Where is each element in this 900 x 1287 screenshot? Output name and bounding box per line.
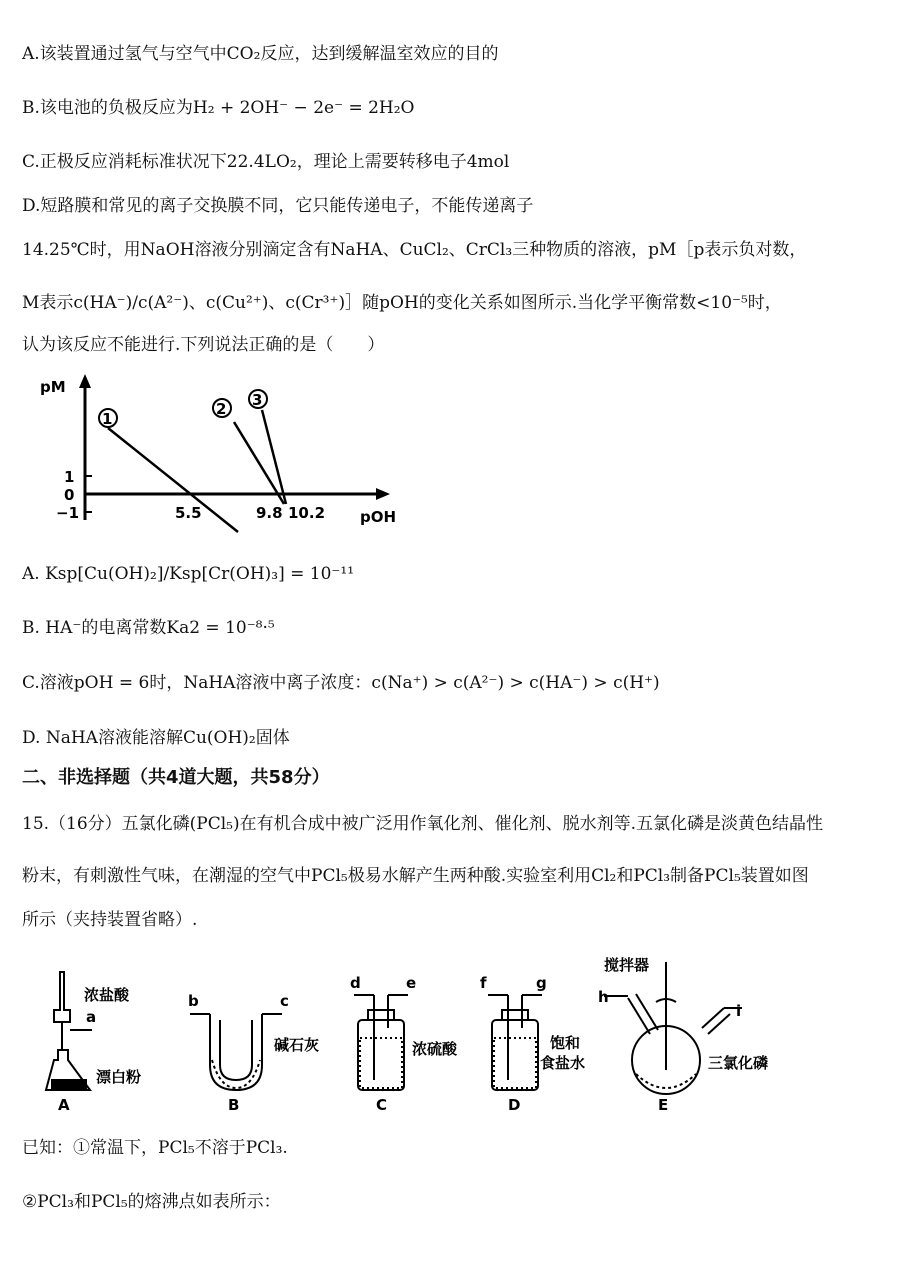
apparatus-d-left-port: f (480, 974, 487, 992)
x-tick-9.8: 9.8 (256, 504, 283, 522)
apparatus-c-right-port: e (406, 974, 417, 992)
q14-option-a: A. Ksp[Cu(OH)₂]/Ksp[Cr(OH)₃] = 10⁻¹¹ (22, 564, 355, 584)
apparatus-e (604, 962, 742, 1094)
apparatus-d (488, 995, 542, 1090)
q15-known-2: ②PCl₃和PCl₅的熔沸点如表所示： (22, 1192, 281, 1212)
svg-text:1: 1 (102, 410, 113, 428)
apparatus-a-label: A (58, 1096, 70, 1114)
y-axis-label: pM (40, 378, 66, 396)
series-line-1 (108, 428, 238, 532)
q13-option-c: C.正极反应消耗标准状况下22.4LO₂，理论上需要转移电子4mol (22, 152, 510, 172)
apparatus-c-content: 浓硫酸 (412, 1040, 458, 1058)
series-label-3 (249, 390, 267, 409)
svg-text:2: 2 (216, 400, 227, 418)
apparatus-e-left-port: h (598, 988, 609, 1006)
apparatus-a-content: 漂白粉 (96, 1068, 142, 1086)
apparatus-e-top-label: 搅拌器 (604, 956, 650, 974)
apparatus-c (354, 995, 408, 1090)
apparatus-diagram (30, 950, 830, 1125)
q14-stem-line-1: 14.25℃时，用NaOH溶液分别滴定含有NaHA、CuCl₂、CrCl₃三种物质的溶液，pM［p表示负对数， (22, 240, 807, 260)
q14-option-d: D. NaHA溶液能溶解Cu(OH)₂固体 (22, 728, 290, 748)
q15-stem-line-1: 15.（16分）五氯化磷(PCl₅)在有机合成中被广泛用作氧化剂、催化剂、脱水剂等.五氯化磷是淡黄色结晶性 (22, 814, 824, 834)
y-tick-minus1: −1 (56, 504, 80, 522)
x-tick-10.2: 10.2 (288, 504, 326, 522)
q15-stem-line-2: 粉末，有刺激性气味，在潮湿的空气中PCl₅极易水解产生两种酸.实验室利用Cl₂和PCl₃制备PCl₅装置如图 (22, 866, 809, 886)
apparatus-b (190, 1014, 282, 1090)
q15-stem-line-3: 所示（夹持装置省略）. (22, 910, 198, 930)
y-axis-arrow (79, 374, 91, 388)
q13-option-d: D.短路膜和常见的离子交换膜不同，它只能传递电子，不能传递离子 (22, 196, 534, 216)
apparatus-e-content: 三氯化磷 (708, 1054, 769, 1072)
q15-known-1: 已知：①常温下，PCl₅不溶于PCl₃. (22, 1138, 288, 1158)
pm-poh-chart (30, 370, 420, 540)
apparatus-b-label: B (228, 1096, 240, 1114)
series-label-2 (213, 399, 231, 418)
apparatus-e-right-port: i (736, 1002, 742, 1020)
x-axis-arrow (376, 488, 390, 500)
apparatus-b-right-port: c (280, 992, 289, 1010)
q13-option-a: A.该装置通过氢气与空气中CO₂反应，达到缓解温室效应的目的 (22, 44, 499, 64)
apparatus-c-label: C (376, 1096, 388, 1114)
y-tick-0: 0 (64, 486, 75, 504)
q14-option-c: C.溶液pOH = 6时，NaHA溶液中离子浓度：c(Na⁺) > c(A²⁻) > c(HA⁻) > c(H⁺) (22, 673, 660, 693)
series-label-1 (99, 409, 117, 428)
apparatus-d-label: D (508, 1096, 521, 1114)
apparatus-e-label: E (658, 1096, 669, 1114)
apparatus-d-content-2: 食盐水 (540, 1054, 586, 1072)
apparatus-a-port: a (86, 1008, 97, 1026)
apparatus-c-left-port: d (350, 974, 361, 992)
q13-option-b: B.该电池的负极反应为H₂ + 2OH⁻ − 2e⁻ = 2H₂O (22, 98, 415, 118)
x-axis-label: pOH (360, 508, 397, 526)
apparatus-b-left-port: b (188, 992, 199, 1010)
section-heading: 二、非选择题（共4道大题，共58分） (22, 767, 330, 788)
q14-stem-line-2: M表示c(HA⁻)/c(A²⁻)、c(Cu²⁺)、c(Cr³⁺)］随pOH的变化关系如图所示.当化学平衡常数<10⁻⁵时， (22, 293, 782, 313)
apparatus-b-content: 碱石灰 (274, 1036, 320, 1054)
q14-stem-line-3: 认为该反应不能进行.下列说法正确的是（ ） (22, 335, 385, 355)
q14-option-b: B. HA⁻的电离常数Ka2 = 10⁻⁸·⁵ (22, 618, 275, 638)
apparatus-d-right-port: g (536, 974, 547, 992)
y-tick-1: 1 (64, 468, 75, 486)
svg-text:3: 3 (252, 391, 263, 409)
apparatus-a-top-label: 浓盐酸 (84, 986, 130, 1004)
x-tick-5.5: 5.5 (175, 504, 202, 522)
apparatus-d-content-1: 饱和 (550, 1034, 581, 1052)
